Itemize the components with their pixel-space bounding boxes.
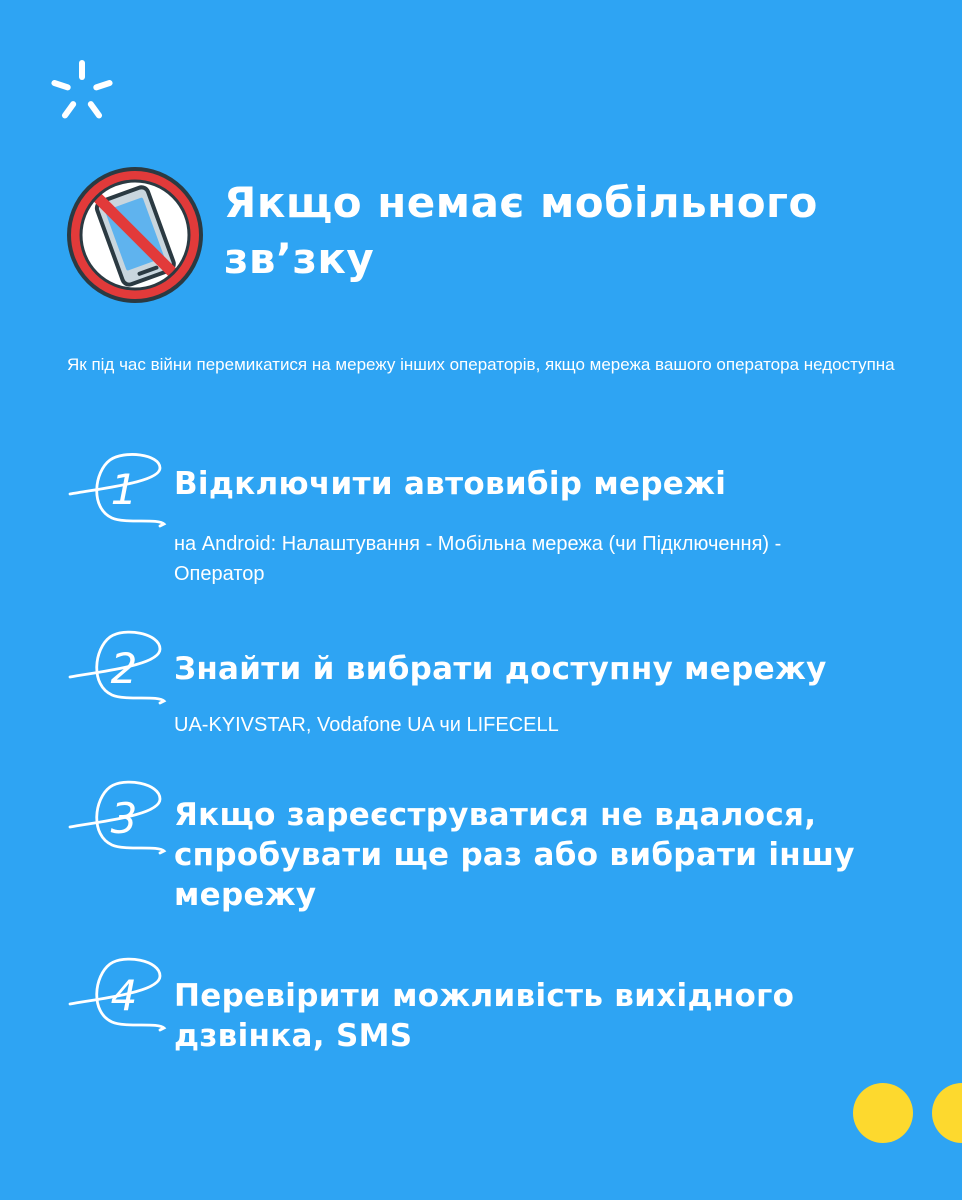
step-title: Знайти й вибрати доступну мережу — [174, 651, 827, 687]
page-subtitle: Як під час війни перемикатися на мережу інших операторів, якщо мережа вашого оператора недоступна — [67, 355, 895, 374]
handwritten-circle-icon — [64, 952, 174, 1042]
yellow-dots-icon — [850, 1082, 962, 1144]
handwritten-circle-icon — [64, 452, 174, 542]
step-number: 2 — [110, 644, 138, 693]
step-number: 1 — [110, 465, 138, 514]
step-number: 4 — [110, 971, 138, 1020]
handwritten-circle-icon — [64, 625, 174, 715]
step-title: Відключити автовибір мережі — [174, 466, 727, 502]
step-description: на Android: Налаштування - Мобільна мережа (чи Підключення) - Оператор — [174, 533, 782, 585]
no-mobile-phone-icon — [64, 164, 206, 306]
step-number: 3 — [110, 794, 138, 843]
kyivstar-star-icon — [50, 58, 114, 122]
step-title: Перевірити можливість вихідного дзвінка, SMS — [174, 978, 795, 1054]
step-description: UA-KYIVSTAR, Vodafone UA чи LIFECELL — [174, 714, 559, 736]
page-title: Якщо немає мобільного зв’зку — [224, 178, 818, 283]
handwritten-circle-icon — [64, 775, 174, 865]
step-title: Якщо зареєструватися не вдалося, спробувати ще раз або вибрати іншу мережу — [174, 797, 855, 913]
